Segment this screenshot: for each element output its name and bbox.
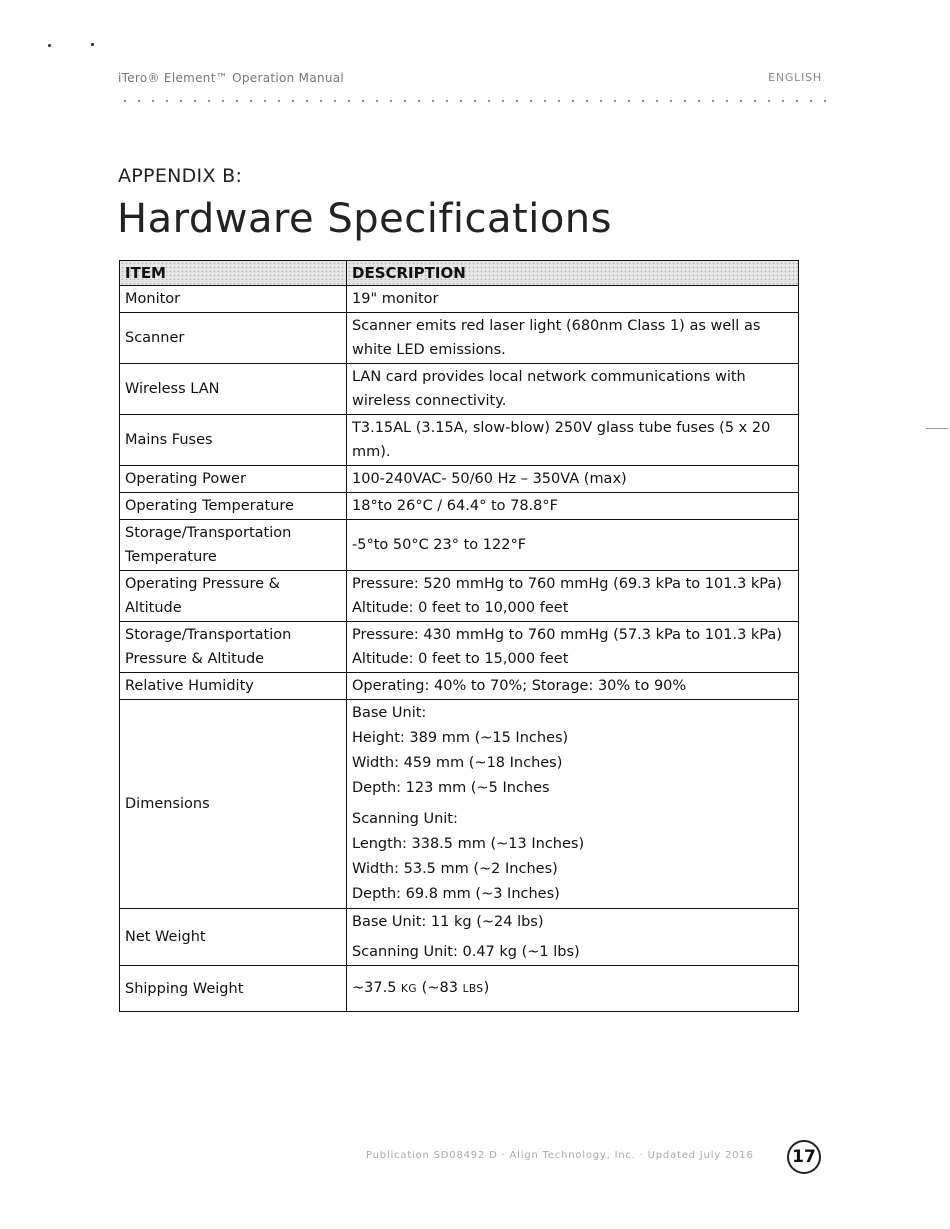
- item-cell: Dimensions: [120, 700, 347, 909]
- description-cell: [347, 313, 799, 364]
- description-cell: 18°to 26°C / 64.4° to 78.8°F: [347, 493, 799, 520]
- description-line: Base Unit:: [352, 705, 427, 721]
- column-header-item: ITEM: [120, 261, 347, 286]
- description-cell: 19" monitor: [347, 286, 799, 313]
- dotted-divider: [118, 99, 826, 103]
- description-line: Width: 459 mm (~18 Inches): [352, 755, 563, 771]
- item-cell: Operating Power: [120, 466, 347, 493]
- item-cell: Monitor: [120, 286, 347, 313]
- table-row: [120, 493, 799, 520]
- description-line: Scanner emits red laser light (680nm Class 1) as well as: [352, 318, 761, 334]
- description-cell: Operating: 40% to 70%; Storage: 30% to 90%: [347, 673, 799, 700]
- hardware-specs-table: [119, 260, 799, 1012]
- edge-mark: [926, 428, 948, 429]
- description-line: Base Unit: 11 kg (~24 lbs): [352, 914, 544, 930]
- item-line: Storage/Transportation: [125, 525, 292, 541]
- description-line: white LED emissions.: [352, 342, 506, 358]
- table-row: [120, 520, 799, 571]
- item-cell: [120, 520, 347, 571]
- description-cell: [347, 415, 799, 466]
- publication-info: Publication SD08492 D · Align Technology, Inc. · Updated July 2016: [366, 1150, 754, 1161]
- table-row: [120, 571, 799, 622]
- table-row: [120, 673, 799, 700]
- description-cell: [347, 622, 799, 673]
- item-cell: [120, 571, 347, 622]
- unit-kg: KG: [401, 983, 418, 995]
- table-row: [120, 466, 799, 493]
- description-line: Pressure: 520 mmHg to 760 mmHg (69.3 kPa to 101.3 kPa): [352, 576, 782, 592]
- table-row: [120, 622, 799, 673]
- item-line: Operating Pressure &: [125, 576, 280, 592]
- language-label: ENGLISH: [768, 71, 822, 84]
- description-line: Depth: 123 mm (~5 Inches: [352, 780, 550, 796]
- description-line: mm).: [352, 444, 391, 460]
- description-line: Scanning Unit:: [352, 811, 458, 827]
- table-row: [120, 966, 799, 1012]
- item-cell: Scanner: [120, 313, 347, 364]
- description-line: Depth: 69.8 mm (~3 Inches): [352, 886, 560, 902]
- description-line: LAN card provides local network communications with: [352, 369, 746, 385]
- description-line: Scanning Unit: 0.47 kg (~1 lbs): [352, 944, 580, 960]
- description-cell: -5°to 50°C 23° to 122°F: [347, 520, 799, 571]
- item-line: Temperature: [125, 549, 217, 565]
- description-line: Width: 53.5 mm (~2 Inches): [352, 861, 558, 877]
- page-title: Hardware Specifications: [117, 196, 612, 242]
- item-cell: Shipping Weight: [120, 966, 347, 1012]
- item-line: Altitude: [125, 600, 182, 616]
- weight-suffix: ): [483, 980, 490, 996]
- weight-converted: (~83: [417, 980, 463, 996]
- table-row: [120, 909, 799, 966]
- appendix-label: APPENDIX B:: [118, 165, 243, 187]
- description-line: T3.15AL (3.15A, slow-blow) 250V glass tube fuses (5 x 20: [352, 420, 771, 436]
- description-line: Height: 389 mm (~15 Inches): [352, 730, 569, 746]
- description-line: Pressure: 430 mmHg to 760 mmHg (57.3 kPa to 101.3 kPa): [352, 627, 782, 643]
- description-cell: [347, 966, 799, 1012]
- manual-title: iTero® Element™ Operation Manual: [118, 71, 345, 85]
- item-cell: [120, 622, 347, 673]
- description-line: wireless connectivity.: [352, 393, 507, 409]
- scan-speck: [91, 43, 94, 46]
- weight-value: ~37.5: [352, 980, 402, 996]
- table-row: [120, 415, 799, 466]
- description-line: Altitude: 0 feet to 15,000 feet: [352, 651, 569, 667]
- table-row: [120, 286, 799, 313]
- description-cell: 100-240VAC- 50/60 Hz – 350VA (max): [347, 466, 799, 493]
- item-line: Storage/Transportation: [125, 627, 292, 643]
- item-cell: Mains Fuses: [120, 415, 347, 466]
- table-row: [120, 313, 799, 364]
- description-cell: [347, 909, 799, 966]
- table-row: [120, 364, 799, 415]
- item-cell: Wireless LAN: [120, 364, 347, 415]
- description-line: Altitude: 0 feet to 10,000 feet: [352, 600, 569, 616]
- description-cell: [347, 571, 799, 622]
- description-cell: [347, 700, 799, 909]
- item-cell: Net Weight: [120, 909, 347, 966]
- description-cell: [347, 364, 799, 415]
- page-number-badge: 17: [787, 1140, 821, 1174]
- table-row: [120, 700, 799, 909]
- table-header-row: [120, 261, 799, 286]
- scan-speck: [48, 44, 51, 47]
- column-header-description: DESCRIPTION: [347, 261, 799, 286]
- item-cell: Relative Humidity: [120, 673, 347, 700]
- item-line: Pressure & Altitude: [125, 651, 265, 667]
- unit-lbs: LBS: [462, 983, 484, 995]
- description-line: Length: 338.5 mm (~13 Inches): [352, 836, 585, 852]
- item-cell: Operating Temperature: [120, 493, 347, 520]
